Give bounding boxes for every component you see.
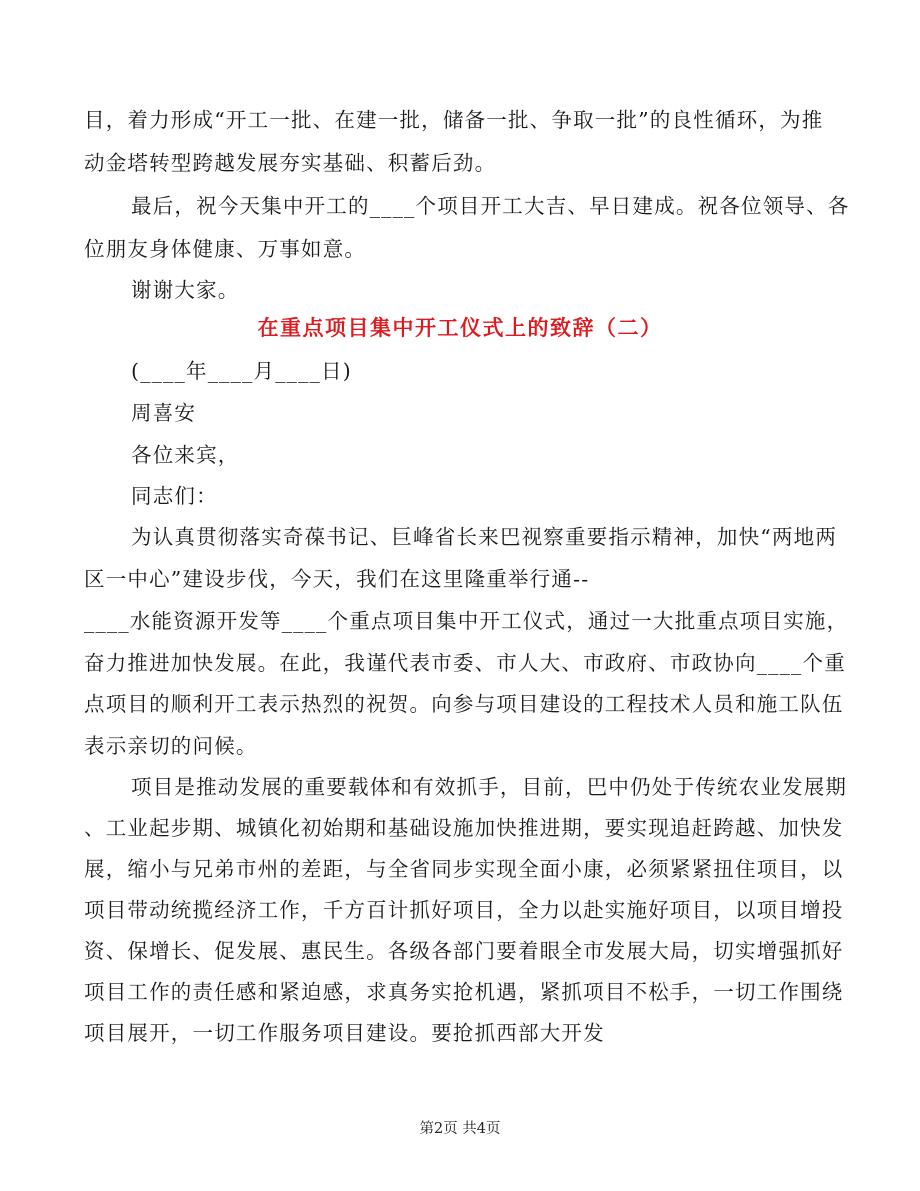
body-text-line: 表示亲切的问候。 (84, 734, 258, 758)
body-text-line: ____水能资源开发等____个重点项目集中开工仪式，通过一大批重点项目实施， (84, 609, 849, 633)
body-text-line: 、工业起步期、城镇化初始期和基础设施加快推进期，要实现追赶跨越、加快发 (84, 816, 844, 840)
body-text-line: 项目展开，一切工作服务项目建设。要抢抓西部大开发 (84, 1021, 605, 1045)
body-text-line: 位朋友身体健康、万事如意。 (84, 237, 367, 261)
body-text-line: 目，着力形成“开工一批、在建一批，储备一批、争取一批”的良性循环，为推 (84, 108, 824, 132)
thanks-line: 谢谢大家。 (131, 278, 240, 302)
body-text-line: 展，缩小与兄弟市州的差距，与全省同步实现全面小康，必须紧紧扭住项目，以 (84, 857, 844, 881)
body-text-line: 最后，祝今天集中开工的____个项目开工大吉、早日建成。祝各位领导、各 (131, 194, 850, 218)
body-text-line: 动金塔转型跨越发展夯实基础、积蓄后劲。 (84, 151, 497, 175)
document-title: 在重点项目集中开工仪式上的致辞（二） (257, 315, 663, 340)
body-text-line: 项目是推动发展的重要载体和有效抓手，目前，巴中仍处于传统农业发展期 (131, 775, 848, 799)
page-footer: 第2页 共4页 (419, 1121, 501, 1137)
greeting-guests: 各位来宾， (131, 443, 240, 467)
body-text-line: 项目带动统揽经济工作，千方百计抓好项目，全力以赴实施好项目，以项目增投 (84, 898, 844, 922)
body-text-line: 点项目的顺利开工表示热烈的祝贺。向参与项目建设的工程技术人员和施工队伍 (84, 692, 844, 716)
greeting-comrades: 同志们： (131, 484, 218, 508)
date-line: (____年____月____日) (131, 359, 352, 383)
body-text-line: 项目工作的责任感和紧迫感，求真务实抢机遇，紧抓项目不松手，一切工作围绕 (84, 980, 844, 1004)
body-text-line: 资、保增长、促发展、惠民生。各级各部门要着眼全市发展大局，切实增强抓好 (84, 939, 844, 963)
speaker-name: 周喜安 (131, 401, 197, 425)
body-text-line: 区一中心”建设步伐，今天，我们在这里隆重举行通-- (84, 567, 590, 591)
body-text-line: 为认真贯彻落实奇葆书记、巨峰省长来巴视察重要指示精神，加快“两地两 (131, 525, 838, 549)
body-text-line: 奋力推进加快发展。在此，我谨代表市委、市人大、市政府、市政协向____个重 (84, 651, 846, 675)
